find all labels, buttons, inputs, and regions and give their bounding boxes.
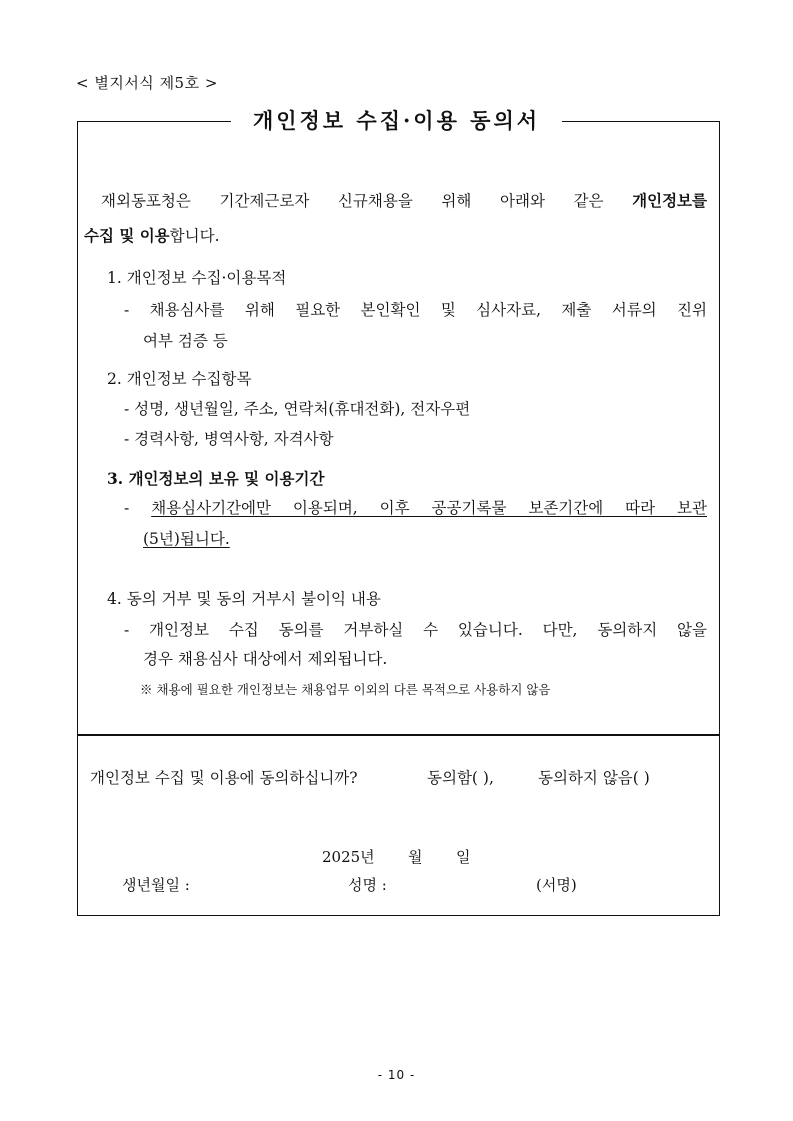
date-month: 월 <box>408 848 423 866</box>
intro-line-2 <box>84 225 220 247</box>
form-title: 개인정보 수집·이용 동의서 <box>231 103 562 139</box>
section-2-heading: 2. 개인정보 수집항목 <box>107 370 252 388</box>
signature-label: (서명) <box>536 876 577 894</box>
intro-bold-2: 수집 및 이용 <box>84 226 170 245</box>
section-3-underlined-2: (5년)됩니다. <box>143 530 230 548</box>
section-2-line-1: - 성명, 생년월일, 주소, 연락처(휴대전화), 전자우편 <box>124 400 471 418</box>
consent-question: 개인정보 수집 및 이용에 동의하십니까? <box>90 769 358 787</box>
date-day: 일 <box>456 848 471 866</box>
section-4-note: ※ 채용에 필요한 개인정보는 채용업무 이외의 다른 목적으로 사용하지 않음 <box>140 682 551 697</box>
page-number: - 10 - <box>377 1068 416 1082</box>
section-4-line-1: - 개인정보 수집 동의를 거부하실 수 있습니다. 다만, 동의하지 않을 <box>124 621 707 639</box>
name-label: 성명 : <box>348 876 387 894</box>
section-1-line-2: 여부 검증 등 <box>143 332 228 350</box>
form-divider <box>77 734 720 736</box>
section-3-underlined-1: 채용심사기간에만 이용되며, 이후 공공기록물 보존기간에 따라 보관 <box>151 499 707 517</box>
intro-bold-1: 개인정보를 <box>632 191 707 210</box>
consent-disagree[interactable]: 동의하지 않음( ) <box>538 769 650 787</box>
intro-line-1 <box>101 190 707 212</box>
section-1-line-1: - 채용심사를 위해 필요한 본인확인 및 심사자료, 제출 서류의 진위 <box>124 301 707 319</box>
section-2-line-2: - 경력사항, 병역사항, 자격사항 <box>124 430 334 448</box>
title-wrap <box>0 103 793 141</box>
section-4-line-2: 경우 채용심사 대상에서 제외됩니다. <box>143 650 388 668</box>
section-3-heading: 3. 개인정보의 보유 및 이용기간 <box>107 469 325 488</box>
date-year: 2025년 <box>322 848 375 866</box>
consent-agree[interactable]: 동의함( ), <box>427 769 494 787</box>
form-number: < 별지서식 제5호 > <box>76 74 218 92</box>
section-1-heading: 1. 개인정보 수집·이용목적 <box>107 269 287 287</box>
birthdate-label: 생년월일 : <box>122 876 190 894</box>
intro-text: 재외동포청은 기간제근로자 신규채용을 위해 아래와 같은 <box>101 192 633 210</box>
section-3-line-1 <box>124 497 707 519</box>
intro-suffix: 합니다. <box>169 227 220 245</box>
section-4-heading: 4. 동의 거부 및 동의 거부시 불이익 내용 <box>107 590 381 608</box>
section-3-dash: - <box>124 499 152 517</box>
